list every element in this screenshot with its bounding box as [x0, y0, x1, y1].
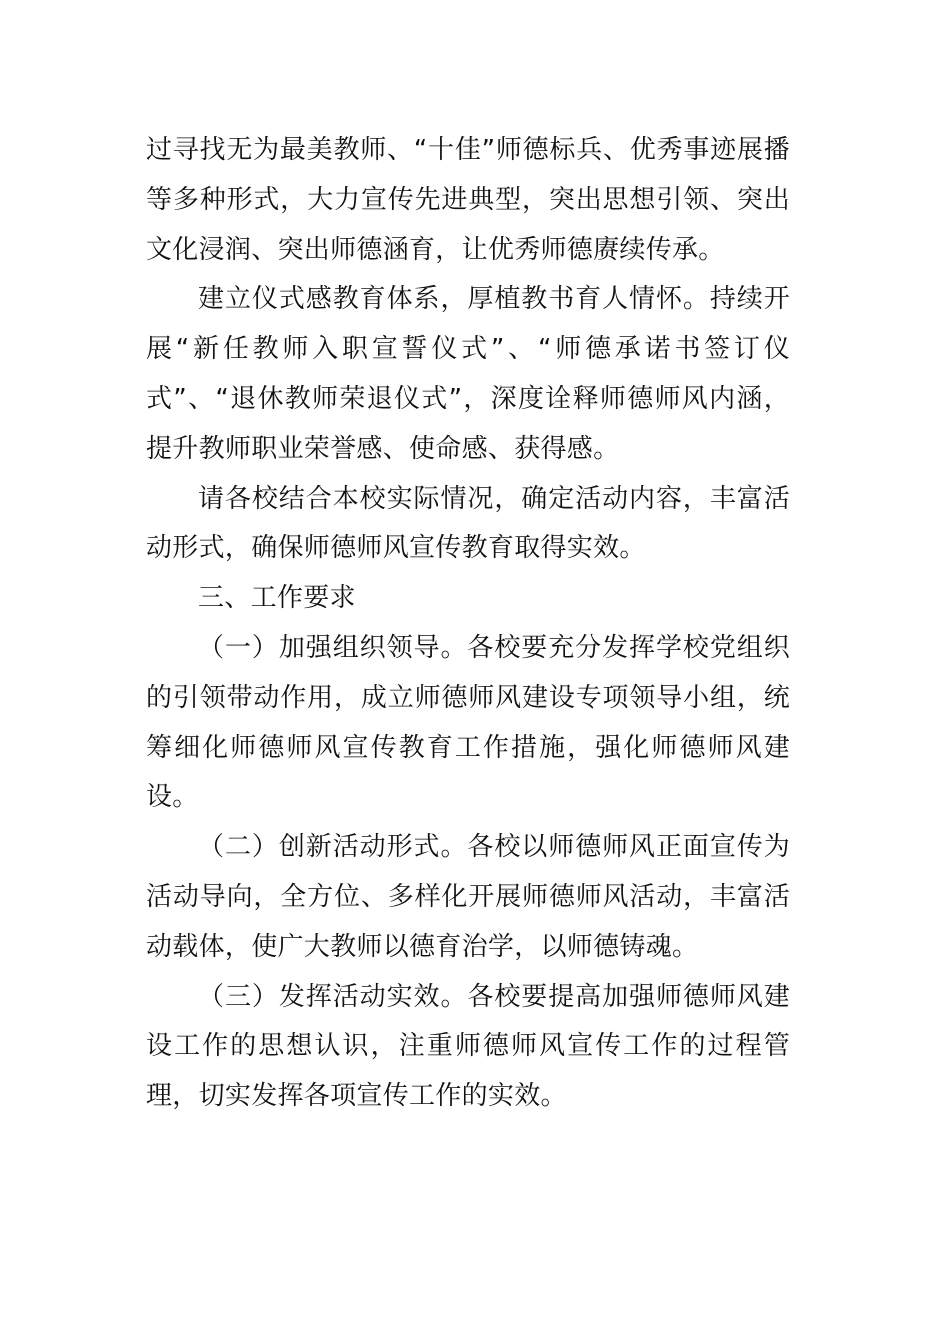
paragraph-requirement-1: （一）加强组织领导。各校要充分发挥学校党组织的引领带动作用，成立师德师风建设专项领导小组，统筹细化师德师风宣传教育工作措施，强化师德师风建设。	[146, 632, 790, 813]
paragraph-continuation: 过寻找无为最美教师、“十佳”师德标兵、优秀事迹展播等多种形式，大力宣传先进典型，突出思想引领、突出文化浸润、突出师德涵育，让优秀师德赓续传承。	[146, 135, 790, 265]
paragraph-ceremony-system: 建立仪式感教育体系，厚植教书育人情怀。持续开展“新任教师入职宣誓仪式”、“师德承诺书签订仪式”、“退休教师荣退仪式”，深度诠释师德师风内涵，提升教师职业荣誉感、使命感、获得感。	[146, 284, 790, 464]
paragraph-school-instruction: 请各校结合本校实际情况，确定活动内容，丰富活动形式，确保师德师风宣传教育取得实效。	[146, 483, 790, 564]
paragraph-requirement-2: （二）创新活动形式。各校以师德师风正面宣传为活动导向，全方位、多样化开展师德师风活动，丰富活动载体，使广大教师以德育治学，以师德铸魂。	[146, 832, 790, 962]
section-heading-work-requirements: 三、工作要求	[198, 583, 356, 614]
document-body	[146, 126, 790, 1122]
paragraph-requirement-3: （三）发挥活动实效。各校要提高加强师德师风建设工作的思想认识，注重师德师风宣传工作的过程管理，切实发挥各项宣传工作的实效。	[146, 981, 790, 1112]
